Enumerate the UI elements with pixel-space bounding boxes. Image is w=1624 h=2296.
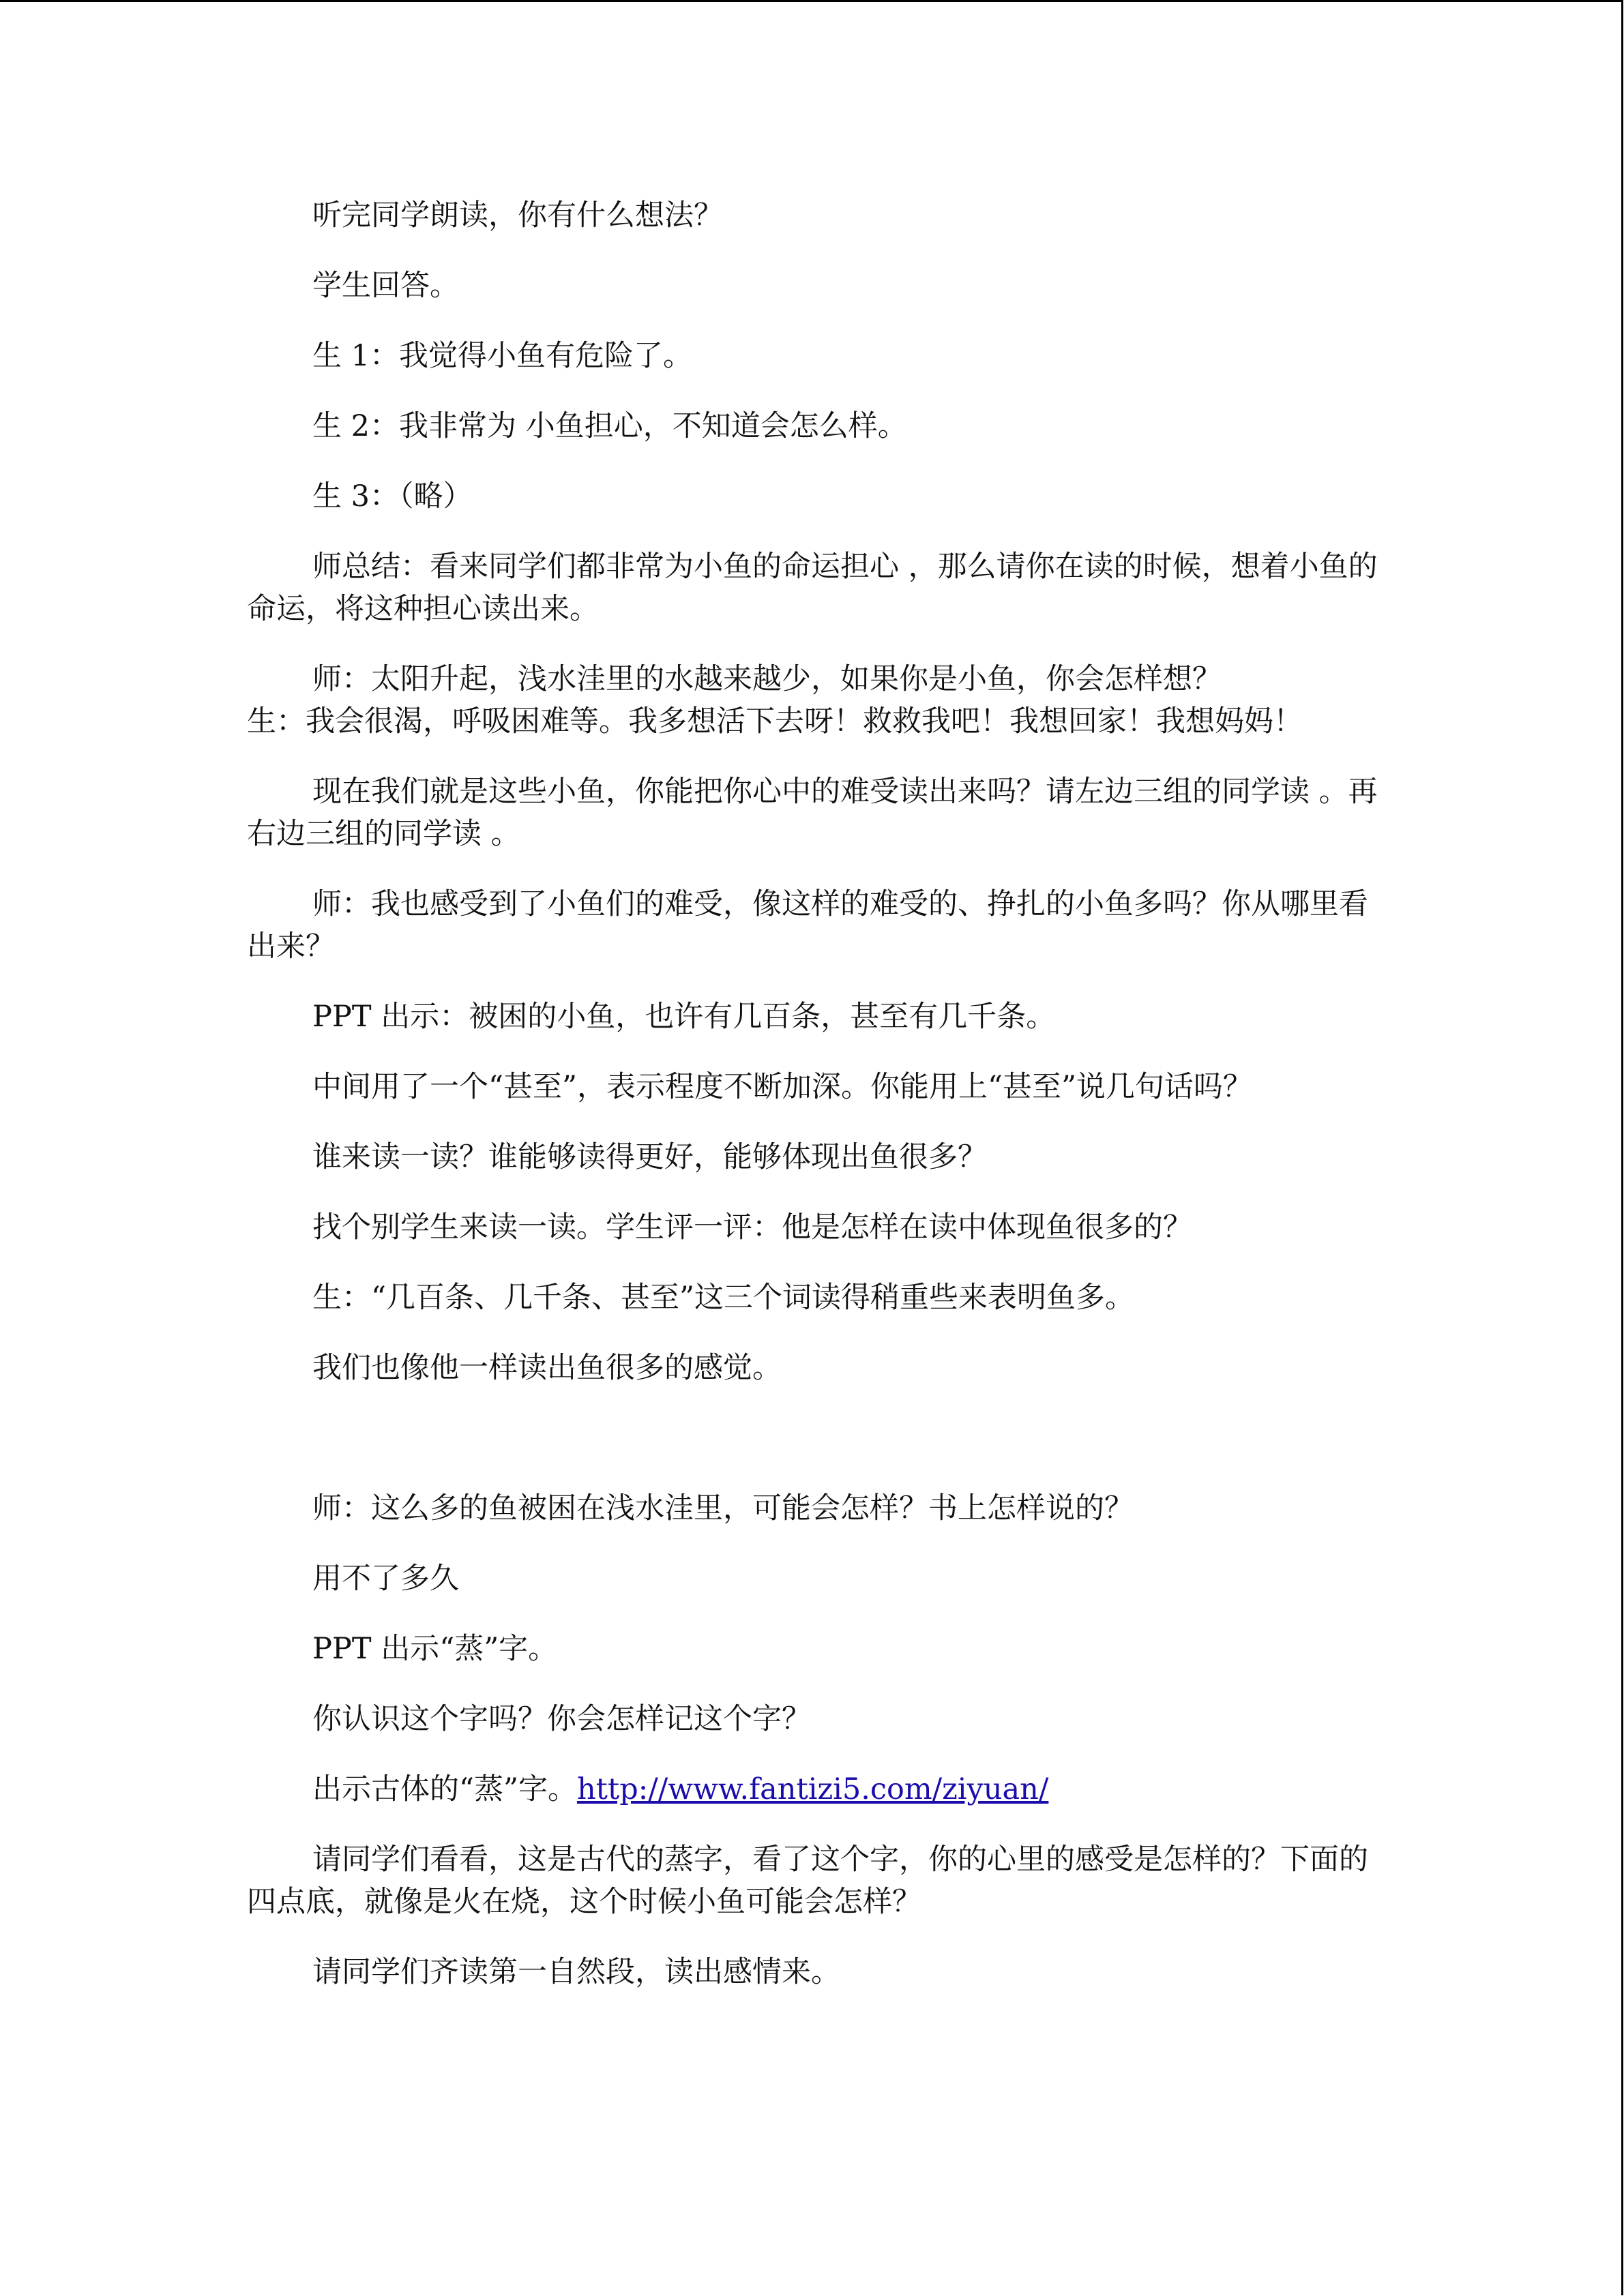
paragraph: 用不了多久 bbox=[312, 1562, 459, 1596]
paragraph: 师：这么多的鱼被困在浅水洼里，可能会怎样？书上怎样说的？ bbox=[312, 1491, 1134, 1525]
paragraph: 谁来读一读？谁能够读得更好，能够体现出鱼很多？ bbox=[312, 1140, 987, 1174]
paragraph: 现在我们就是这些小鱼，你能把你心中的难受读出来吗？请左边三组的同学读 。再右边三组的同学读 。 bbox=[247, 775, 1378, 851]
paragraph: 我们也像他一样读出鱼很多的感觉。 bbox=[312, 1351, 782, 1385]
paragraph: 生 1：我觉得小鱼有危险了。 bbox=[312, 339, 693, 373]
paragraph: 师：我也感受到了小鱼们的难受，像这样的难受的、挣扎的小鱼多吗？你从哪里看出来？ bbox=[247, 887, 1368, 964]
document-body bbox=[247, 194, 1379, 1993]
paragraph: 生：我会很渴，呼吸困难等。我多想活下去呀！救救我吧！我想回家！我想妈妈！ bbox=[247, 704, 1303, 739]
paragraph: 请同学们看看，这是古代的蒸字，看了这个字，你的心里的感受是怎样的？下面的四点底，就像是火在烧，这个时候小鱼可能会怎样？ bbox=[247, 1843, 1368, 1919]
paragraph: 生 2：我非常为 小鱼担心，不知道会怎么样。 bbox=[312, 409, 907, 443]
paragraph: 请同学们齐读第一自然段，读出感情来。 bbox=[312, 1955, 840, 1989]
paragraph-with-link bbox=[247, 1768, 1379, 1810]
paragraph: 找个别学生来读一读。学生评一评：他是怎样在读中体现鱼很多的？ bbox=[312, 1210, 1192, 1244]
fantizi-link[interactable]: http://www.fantizi5.com/ziyuan/ bbox=[576, 1772, 1049, 1806]
paragraph: 生 3：（略） bbox=[312, 479, 473, 513]
paragraph-text: 出示古体的“蒸”字。 bbox=[312, 1772, 577, 1806]
paragraph: 师总结：看来同学们都非常为小鱼的命运担心 ，那么请你在读的时候，想着小鱼的命运，将这种担心读出来。 bbox=[247, 550, 1378, 626]
paragraph: PPT 出示：被困的小鱼，也许有几百条，甚至有几千条。 bbox=[312, 1000, 1056, 1034]
paragraph: 听完同学朗读，你有什么想法？ bbox=[312, 198, 723, 233]
paragraph: 学生回答。 bbox=[312, 269, 459, 303]
paragraph: 中间用了一个“甚至”，表示程度不断加深。你能用上“甚至”说几句话吗？ bbox=[312, 1070, 1252, 1104]
paragraph: 你认识这个字吗？你会怎样记这个字？ bbox=[312, 1702, 811, 1736]
paragraph: 生：“几百条、几千条、甚至”这三个词读得稍重些来表明鱼多。 bbox=[312, 1281, 1134, 1315]
paragraph: PPT 出示“蒸”字。 bbox=[312, 1632, 558, 1666]
paragraph: 师：太阳升起，浅水洼里的水越来越少，如果你是小鱼，你会怎样想？ bbox=[312, 662, 1222, 696]
